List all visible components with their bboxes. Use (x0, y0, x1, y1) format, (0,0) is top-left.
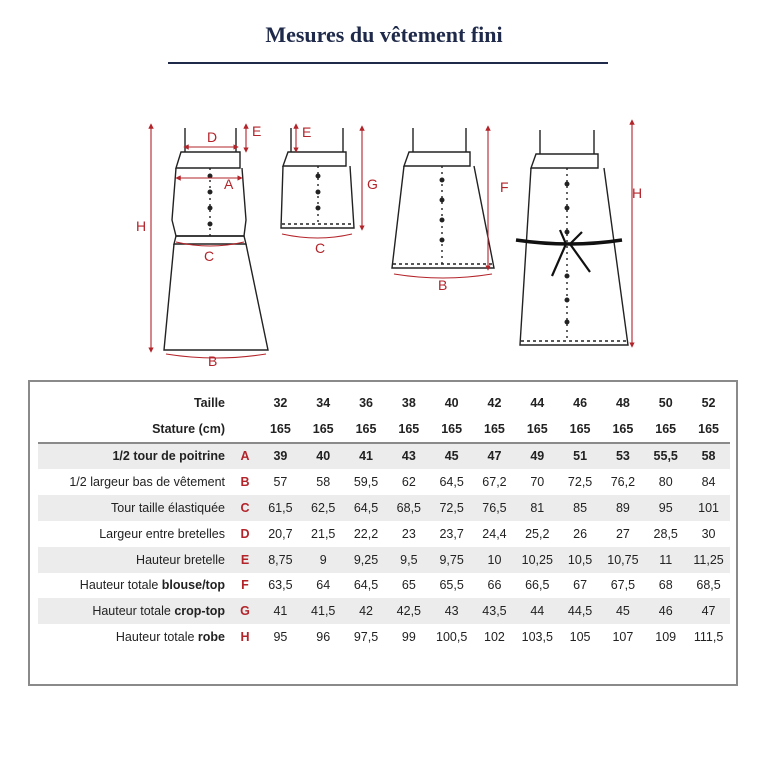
stature-cell: 165 (612, 421, 634, 436)
size-cell: 42 (487, 395, 502, 410)
value-cell: 44,5 (559, 598, 602, 624)
value-cell: 63,5 (268, 578, 293, 593)
value-cell: 76,5 (473, 495, 516, 521)
value-cell: 51 (559, 443, 602, 470)
measurement-row-h (38, 624, 730, 650)
value-cell: 76,2 (610, 475, 636, 490)
value-cell: 111,5 (693, 630, 724, 645)
size-cell: 46 (573, 395, 588, 410)
stature-cell: 165 (441, 421, 463, 436)
value-cell: 25,2 (525, 526, 550, 541)
measurement-letter: D (240, 526, 250, 541)
size-cell: 44 (530, 395, 545, 410)
stature-cell: 165 (484, 421, 505, 436)
size-cell: 38 (401, 395, 416, 410)
value-cell: 39 (259, 443, 302, 470)
label-e-dress: E (252, 123, 262, 139)
measurement-row-a (38, 443, 730, 470)
label-h-dress: H (136, 218, 147, 234)
value-cell: 102 (484, 630, 505, 645)
value-cell: 24,4 (482, 526, 507, 541)
value-cell: 58 (316, 475, 331, 490)
value-cell: 100,5 (436, 630, 468, 645)
measurement-name (38, 443, 231, 470)
belt-knot (552, 230, 590, 276)
value-cell: 103,5 (521, 630, 553, 645)
value-cell: 43 (430, 598, 473, 624)
stature-cell: 165 (698, 421, 719, 436)
value-cell: 80 (658, 475, 673, 490)
measurement-name (38, 624, 231, 650)
value-cell: 26 (573, 526, 588, 541)
taille-label: Taille (193, 395, 225, 410)
value-cell: 42,5 (387, 598, 430, 624)
measurement-name-text: Hauteur totale (115, 630, 198, 645)
measurement-rows (38, 443, 730, 650)
label-a: A (224, 176, 234, 192)
value-cell: 30 (701, 526, 716, 541)
measurement-name (38, 547, 231, 573)
measurement-name-bold: blouse/top (161, 578, 225, 593)
value-cell: 67,2 (482, 475, 507, 490)
value-cell: 70 (530, 475, 545, 490)
measurement-name-text: Tour taille élastiquée (111, 501, 225, 516)
measurement-name (38, 469, 231, 495)
value-cell: 22,2 (353, 526, 379, 541)
value-cell: 41 (259, 598, 302, 624)
value-cell: 20,7 (268, 526, 293, 541)
measurement-name (38, 598, 231, 624)
value-cell: 64 (316, 578, 331, 593)
value-cell: 66 (487, 578, 502, 593)
value-cell: 45 (430, 443, 473, 470)
value-cell: 40 (302, 443, 345, 470)
measurement-letter: F (241, 578, 249, 593)
garment-drawings (0, 100, 768, 380)
stature-cell: 165 (398, 421, 420, 436)
size-cell: 40 (444, 395, 459, 410)
measurement-letter: E (231, 547, 259, 573)
value-cell: 9,75 (430, 547, 473, 573)
value-cell: 68 (658, 578, 673, 593)
measurement-name-bold: robe (197, 630, 225, 645)
measurement-letter: A (231, 443, 259, 470)
value-cell: 95 (273, 630, 288, 645)
measurement-letter: B (240, 475, 250, 490)
value-cell: 107 (612, 630, 634, 645)
value-cell: 97,5 (353, 630, 379, 645)
value-cell: 23,7 (439, 526, 464, 541)
measurement-name-text: 1/2 largeur bas de vêtement (69, 475, 225, 490)
stature-cell: 165 (655, 421, 677, 436)
measurement-name-text: 1/2 tour de poitrine (112, 449, 225, 464)
value-cell: 43 (387, 443, 430, 470)
value-cell: 67 (573, 578, 588, 593)
size-cell: 52 (701, 395, 716, 410)
stature-label: Stature (cm) (152, 421, 225, 436)
value-cell: 55,5 (644, 443, 687, 470)
value-cell: 66,5 (525, 578, 550, 593)
value-cell: 44 (516, 598, 559, 624)
value-cell: 41,5 (302, 598, 345, 624)
stature-cell: 165 (569, 421, 591, 436)
measurement-name (38, 521, 231, 547)
measurement-letter: G (231, 598, 259, 624)
stature-cell: 165 (312, 421, 334, 436)
label-b-top: B (438, 277, 448, 293)
measurement-row-f (38, 573, 730, 599)
value-cell: 8,75 (259, 547, 302, 573)
label-d: D (207, 129, 218, 145)
measurements-table (38, 390, 730, 650)
value-cell: 10,25 (516, 547, 559, 573)
value-cell: 109 (655, 630, 677, 645)
label-f: F (500, 179, 509, 195)
value-cell: 59,5 (353, 475, 379, 490)
value-cell: 53 (602, 443, 645, 470)
measurements-table-frame (28, 380, 738, 686)
value-cell: 65 (401, 578, 416, 593)
value-cell: 41 (345, 443, 388, 470)
value-cell: 64,5 (439, 475, 464, 490)
garment-illustrations (0, 100, 768, 380)
value-cell: 101 (687, 495, 730, 521)
stature-cell: 165 (355, 421, 377, 436)
value-cell: 43,5 (473, 598, 516, 624)
measurement-letter: C (231, 495, 259, 521)
measurement-row-g (38, 598, 730, 624)
measurement-name (38, 495, 231, 521)
value-cell: 11 (644, 547, 687, 573)
size-cell: 32 (273, 395, 288, 410)
value-cell: 85 (559, 495, 602, 521)
label-h-robe: H (632, 185, 643, 201)
dress-elastic-drawing (164, 128, 268, 350)
value-cell: 11,25 (687, 547, 730, 573)
size-cell: 34 (316, 395, 331, 410)
size-cell: 50 (658, 395, 673, 410)
value-cell: 47 (473, 443, 516, 470)
size-header-row (38, 390, 730, 416)
value-cell: 47 (687, 598, 730, 624)
measurement-row-e (38, 547, 730, 573)
value-cell: 23 (401, 526, 416, 541)
value-cell: 10,5 (559, 547, 602, 573)
measure-c-crop (282, 234, 352, 238)
measurement-row-c (38, 495, 730, 521)
value-cell: 42 (345, 598, 388, 624)
label-b-dress: B (208, 353, 218, 369)
value-cell: 61,5 (259, 495, 302, 521)
value-cell: 57 (273, 475, 288, 490)
value-cell: 64,5 (353, 578, 379, 593)
value-cell: 72,5 (430, 495, 473, 521)
value-cell: 105 (569, 630, 591, 645)
value-cell: 10,75 (602, 547, 645, 573)
page-title: Mesures du vêtement fini (265, 22, 503, 47)
value-cell: 96 (316, 630, 331, 645)
label-c-dress: C (204, 248, 215, 264)
value-cell: 9 (302, 547, 345, 573)
value-cell: 95 (644, 495, 687, 521)
title-underline (168, 62, 608, 64)
value-cell: 81 (516, 495, 559, 521)
dress-belt-drawing (520, 130, 628, 345)
label-e-crop: E (302, 124, 312, 140)
label-c-crop: C (315, 240, 326, 256)
value-cell: 64,5 (345, 495, 388, 521)
stature-cell: 165 (526, 421, 548, 436)
stature-row (38, 416, 730, 443)
measurement-name-text: Largeur entre bretelles (99, 526, 225, 541)
value-cell: 62 (401, 475, 416, 490)
value-cell: 89 (602, 495, 645, 521)
tie-belt (516, 240, 622, 244)
measurement-row-b (38, 469, 730, 495)
value-cell: 49 (516, 443, 559, 470)
blouse-top-drawing (392, 128, 494, 268)
measurement-name-text: Hauteur totale (92, 604, 175, 619)
measurement-row-d (38, 521, 730, 547)
crop-top-drawing (281, 128, 354, 228)
measurement-name-bold: crop-top (174, 604, 225, 619)
measurement-letter: H (240, 630, 250, 645)
value-cell: 28,5 (653, 526, 678, 541)
value-cell: 65,5 (439, 578, 464, 593)
value-cell: 46 (644, 598, 687, 624)
value-cell: 72,5 (567, 475, 593, 490)
value-cell: 99 (401, 630, 416, 645)
size-cell: 48 (615, 395, 630, 410)
value-cell: 58 (687, 443, 730, 470)
value-cell: 68,5 (387, 495, 430, 521)
value-cell: 68,5 (696, 578, 721, 593)
value-cell: 84 (701, 475, 716, 490)
value-cell: 27 (615, 526, 630, 541)
value-cell: 62,5 (302, 495, 345, 521)
label-g: G (367, 176, 378, 192)
stature-cell: 165 (269, 421, 291, 436)
measurement-name (38, 573, 231, 599)
measurement-name-text: Hauteur bretelle (136, 552, 225, 567)
size-cell: 36 (359, 395, 373, 410)
value-cell: 9,5 (387, 547, 430, 573)
value-cell: 45 (602, 598, 645, 624)
value-cell: 9,25 (345, 547, 388, 573)
value-cell: 10 (473, 547, 516, 573)
value-cell: 67,5 (610, 578, 636, 593)
value-cell: 21,5 (311, 526, 336, 541)
measurement-name-text: Hauteur totale (79, 578, 162, 593)
